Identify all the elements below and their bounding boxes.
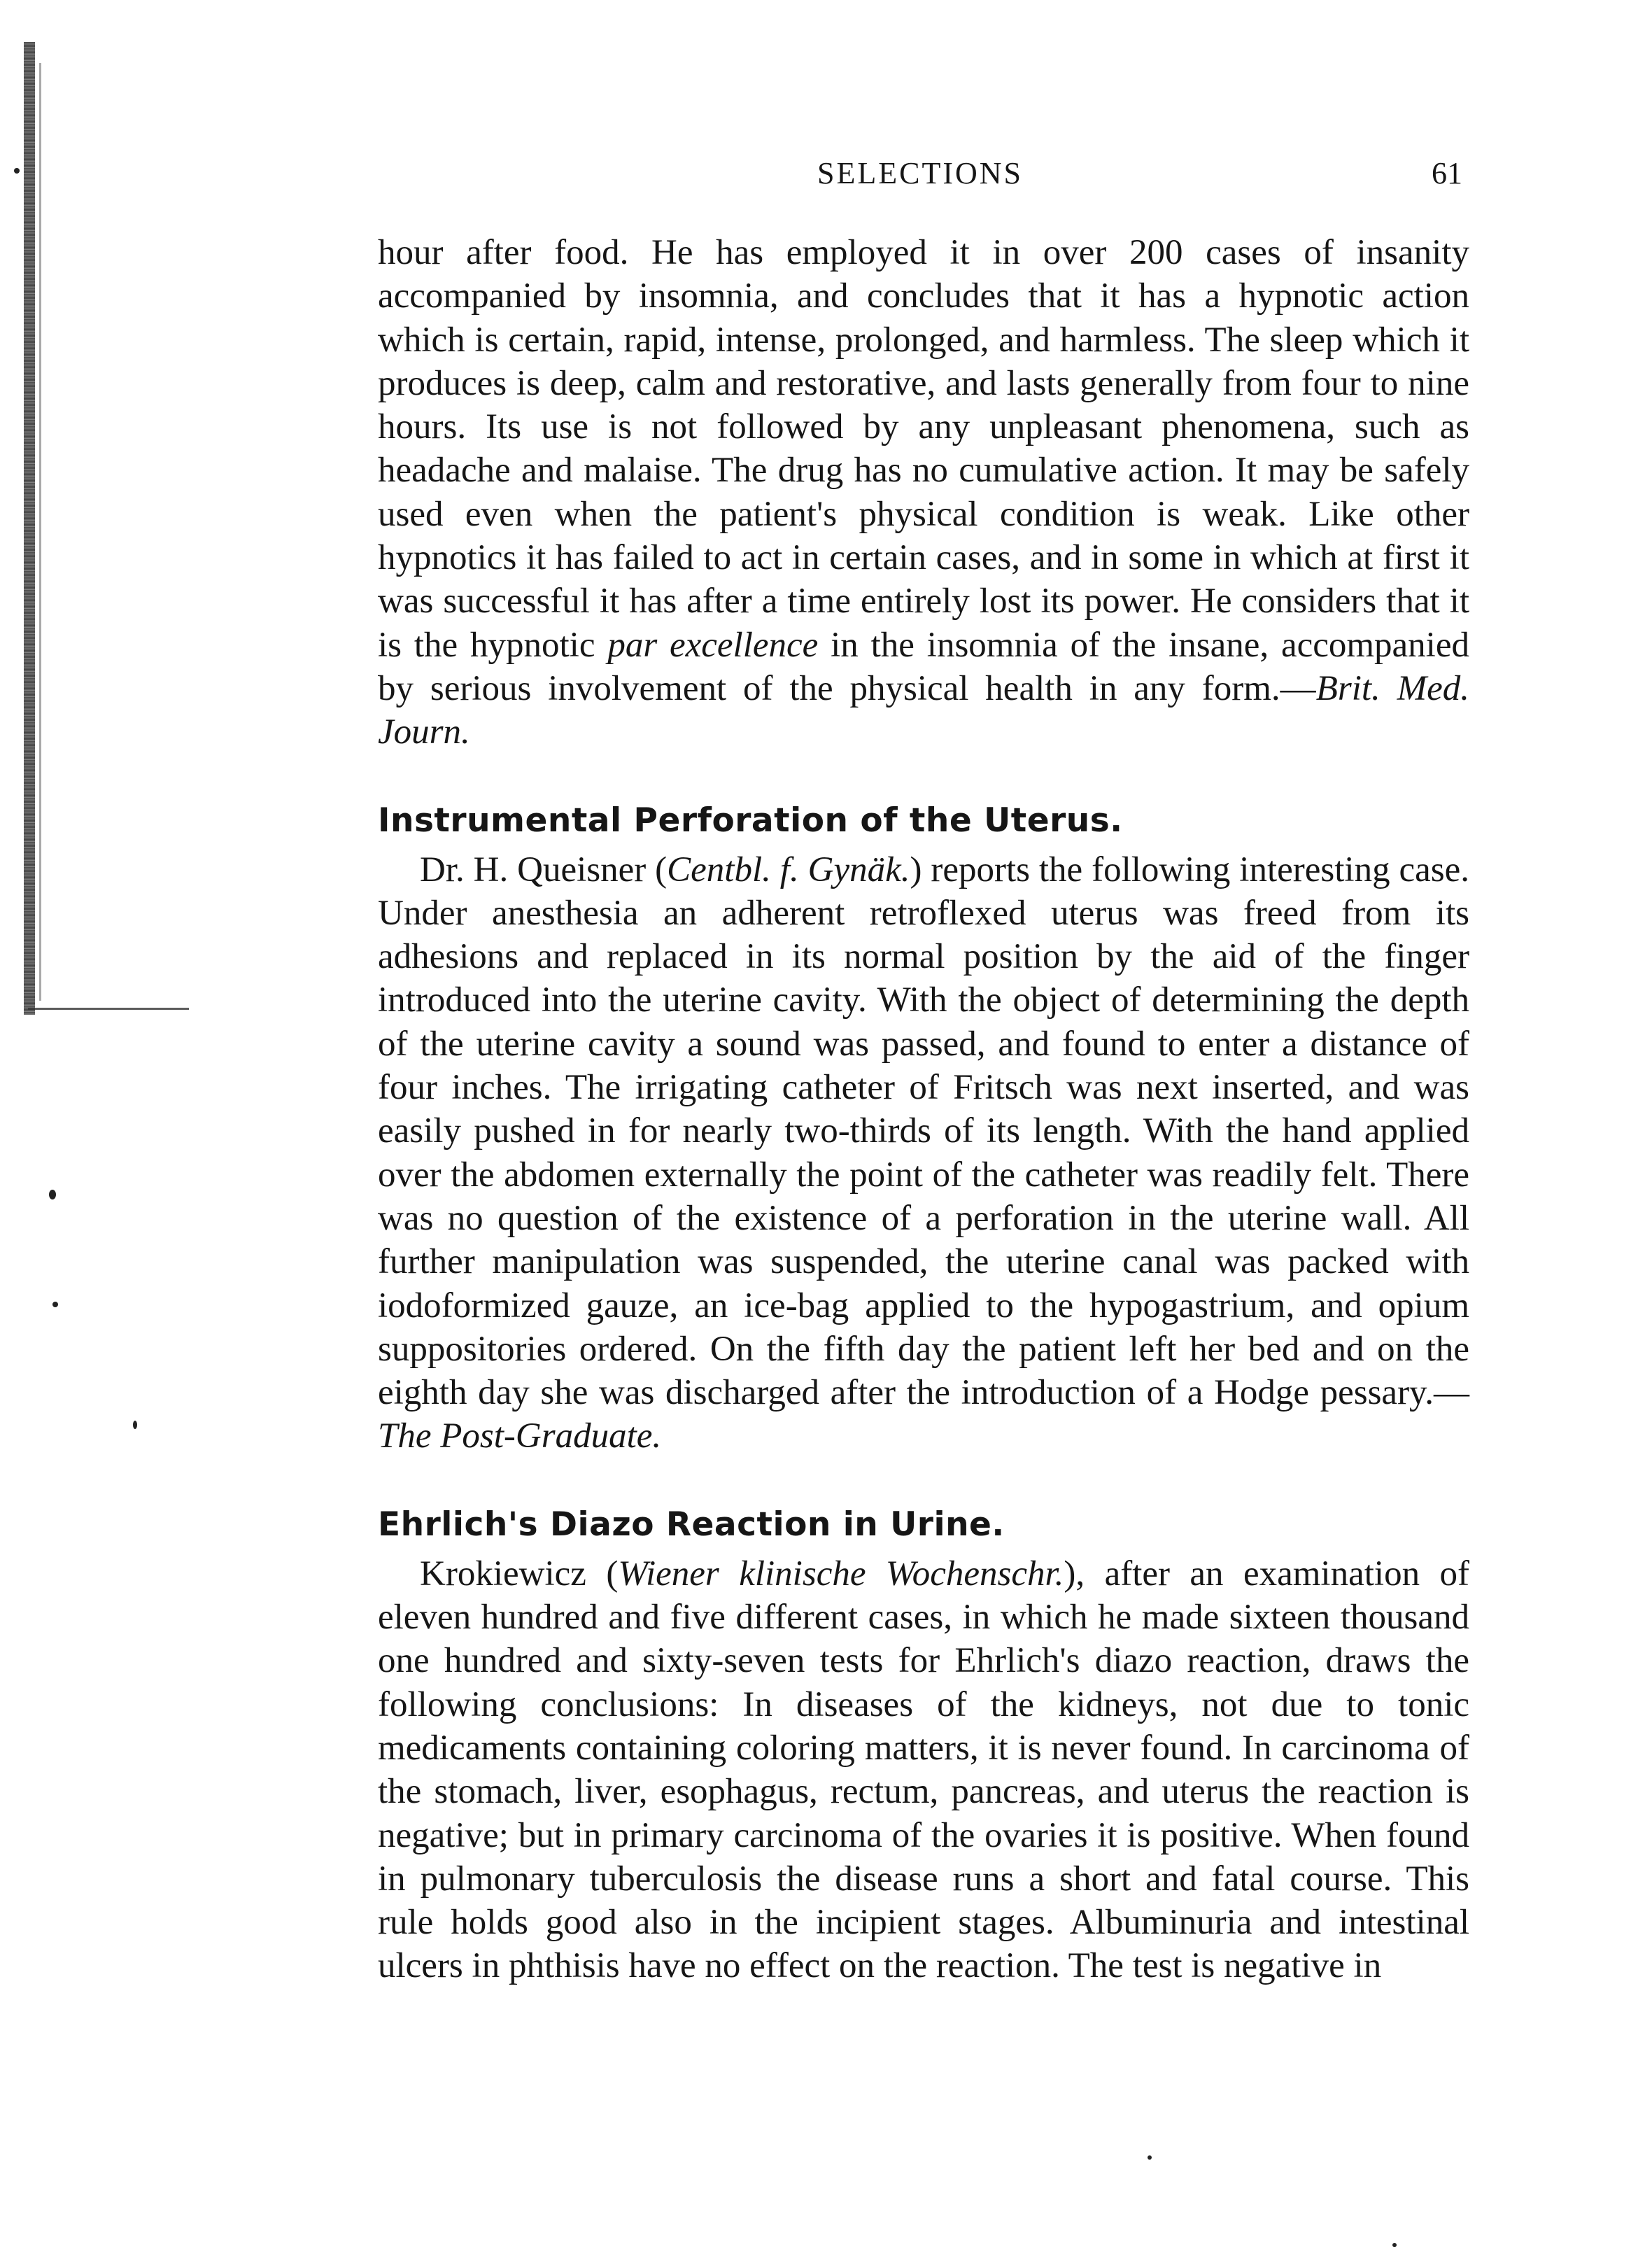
continued-paragraph (378, 231, 1469, 754)
journal-citation: Centbl. f. Gynäk. (667, 850, 910, 889)
article-section (378, 1503, 1469, 1988)
section-heading: Instrumental Perforation of the Uterus. (378, 801, 1123, 840)
page-number: 61 (1432, 156, 1462, 190)
emphasis-phrase: par excellence (607, 625, 819, 665)
scan-speck (52, 1302, 58, 1307)
paragraph-lead: Krokiewicz ( (420, 1554, 619, 1593)
binding-edge (24, 42, 35, 1015)
scan-speck (1392, 2243, 1397, 2247)
scan-speck (1148, 2155, 1152, 2160)
running-head (378, 153, 1462, 195)
running-title: SELECTIONS (817, 156, 1023, 190)
article-paragraph (378, 848, 1469, 1458)
paragraph-text: in the insomnia of the insane, accompanied by serious involvement of the physical health in any form.— (378, 625, 1469, 708)
paragraph-lead: Dr. H. Queisner ( (420, 850, 668, 889)
paragraph-text: ), after an examination of eleven hundred and five different cases, in which he made sixteen thousand one hundred and sixty-seven tests for Ehrlich's diazo reaction, draws the following conclusions: In diseases of the kidneys, not due to tonic medicaments containing coloring matters, it is never found. In carcinoma of the stomach, liver, esophagus, rectum, pancreas, and uterus the reaction is negative; but in primary carcinoma of the ovaries it is positive. When found in pulmonary tuberculosis the disease runs a short and fatal course. This rule holds good also in the incipient stages. Albuminuria and intestinal ulcers in phthisis have no effect on the reaction. The test is negative in (378, 1554, 1469, 1986)
paragraph-text: hour after food. He has employed it in over 200 cases of insanity accompanied by insomnia, and concludes that it has a hypnotic action which is certain, rapid, intense, prolonged, and harmless. The sleep which it produces is deep, calm and restorative, and lasts generally from four to nine hours. Its use is not followed by any unpleasant phenomena, such as headache and malaise. The drug has no cumulative action. It may be safely used even when the patient's physical condition is weak. Like other hypnotics it has failed to act in certain cases, and in some in which at first it was successful it has after a time entirely lost its power. He considers that it is the hypnotic (378, 233, 1469, 665)
source-citation: Brit. Med. Journ. (378, 668, 1470, 752)
scan-speck (14, 168, 20, 174)
binding-edge-tail (28, 1008, 189, 1010)
binding-edge-line (39, 63, 41, 1001)
article-section (378, 799, 1469, 1458)
scan-speck (49, 1190, 56, 1199)
journal-citation: Wiener klinische Wochenschr. (618, 1554, 1064, 1593)
scan-speck (133, 1421, 137, 1429)
paragraph-text: ) reports the following interesting case. Under anesthesia an adherent retroflexed uterus was freed from its adhesions and replaced in its normal position by the aid of the finger introduced into the uterine cavity. With the object of determining the depth of the uterine cavity a sound was passed, and found to enter a distance of four inches. The irrigating catheter of Fritsch was next inserted, and was easily pushed in for nearly two-thirds of its length. With the hand applied over the abdomen externally the point of the catheter was readily felt. There was no question of the existence of a perforation in the uterine wall. All further manipulation was suspended, the uterine canal was packed with iodoformized gauze, an ice-bag applied to the hypogastrium, and opium suppositories ordered. On the fifth day the patient left her bed and on the eighth day she was discharged after the introduction of a Hodge pessary.— (378, 850, 1470, 1413)
source-citation: The Post-Graduate. (378, 1416, 662, 1456)
article-paragraph (378, 1552, 1469, 1988)
section-heading: Ehrlich's Diazo Reaction in Urine. (378, 1505, 1005, 1544)
page-body (378, 231, 1469, 1988)
